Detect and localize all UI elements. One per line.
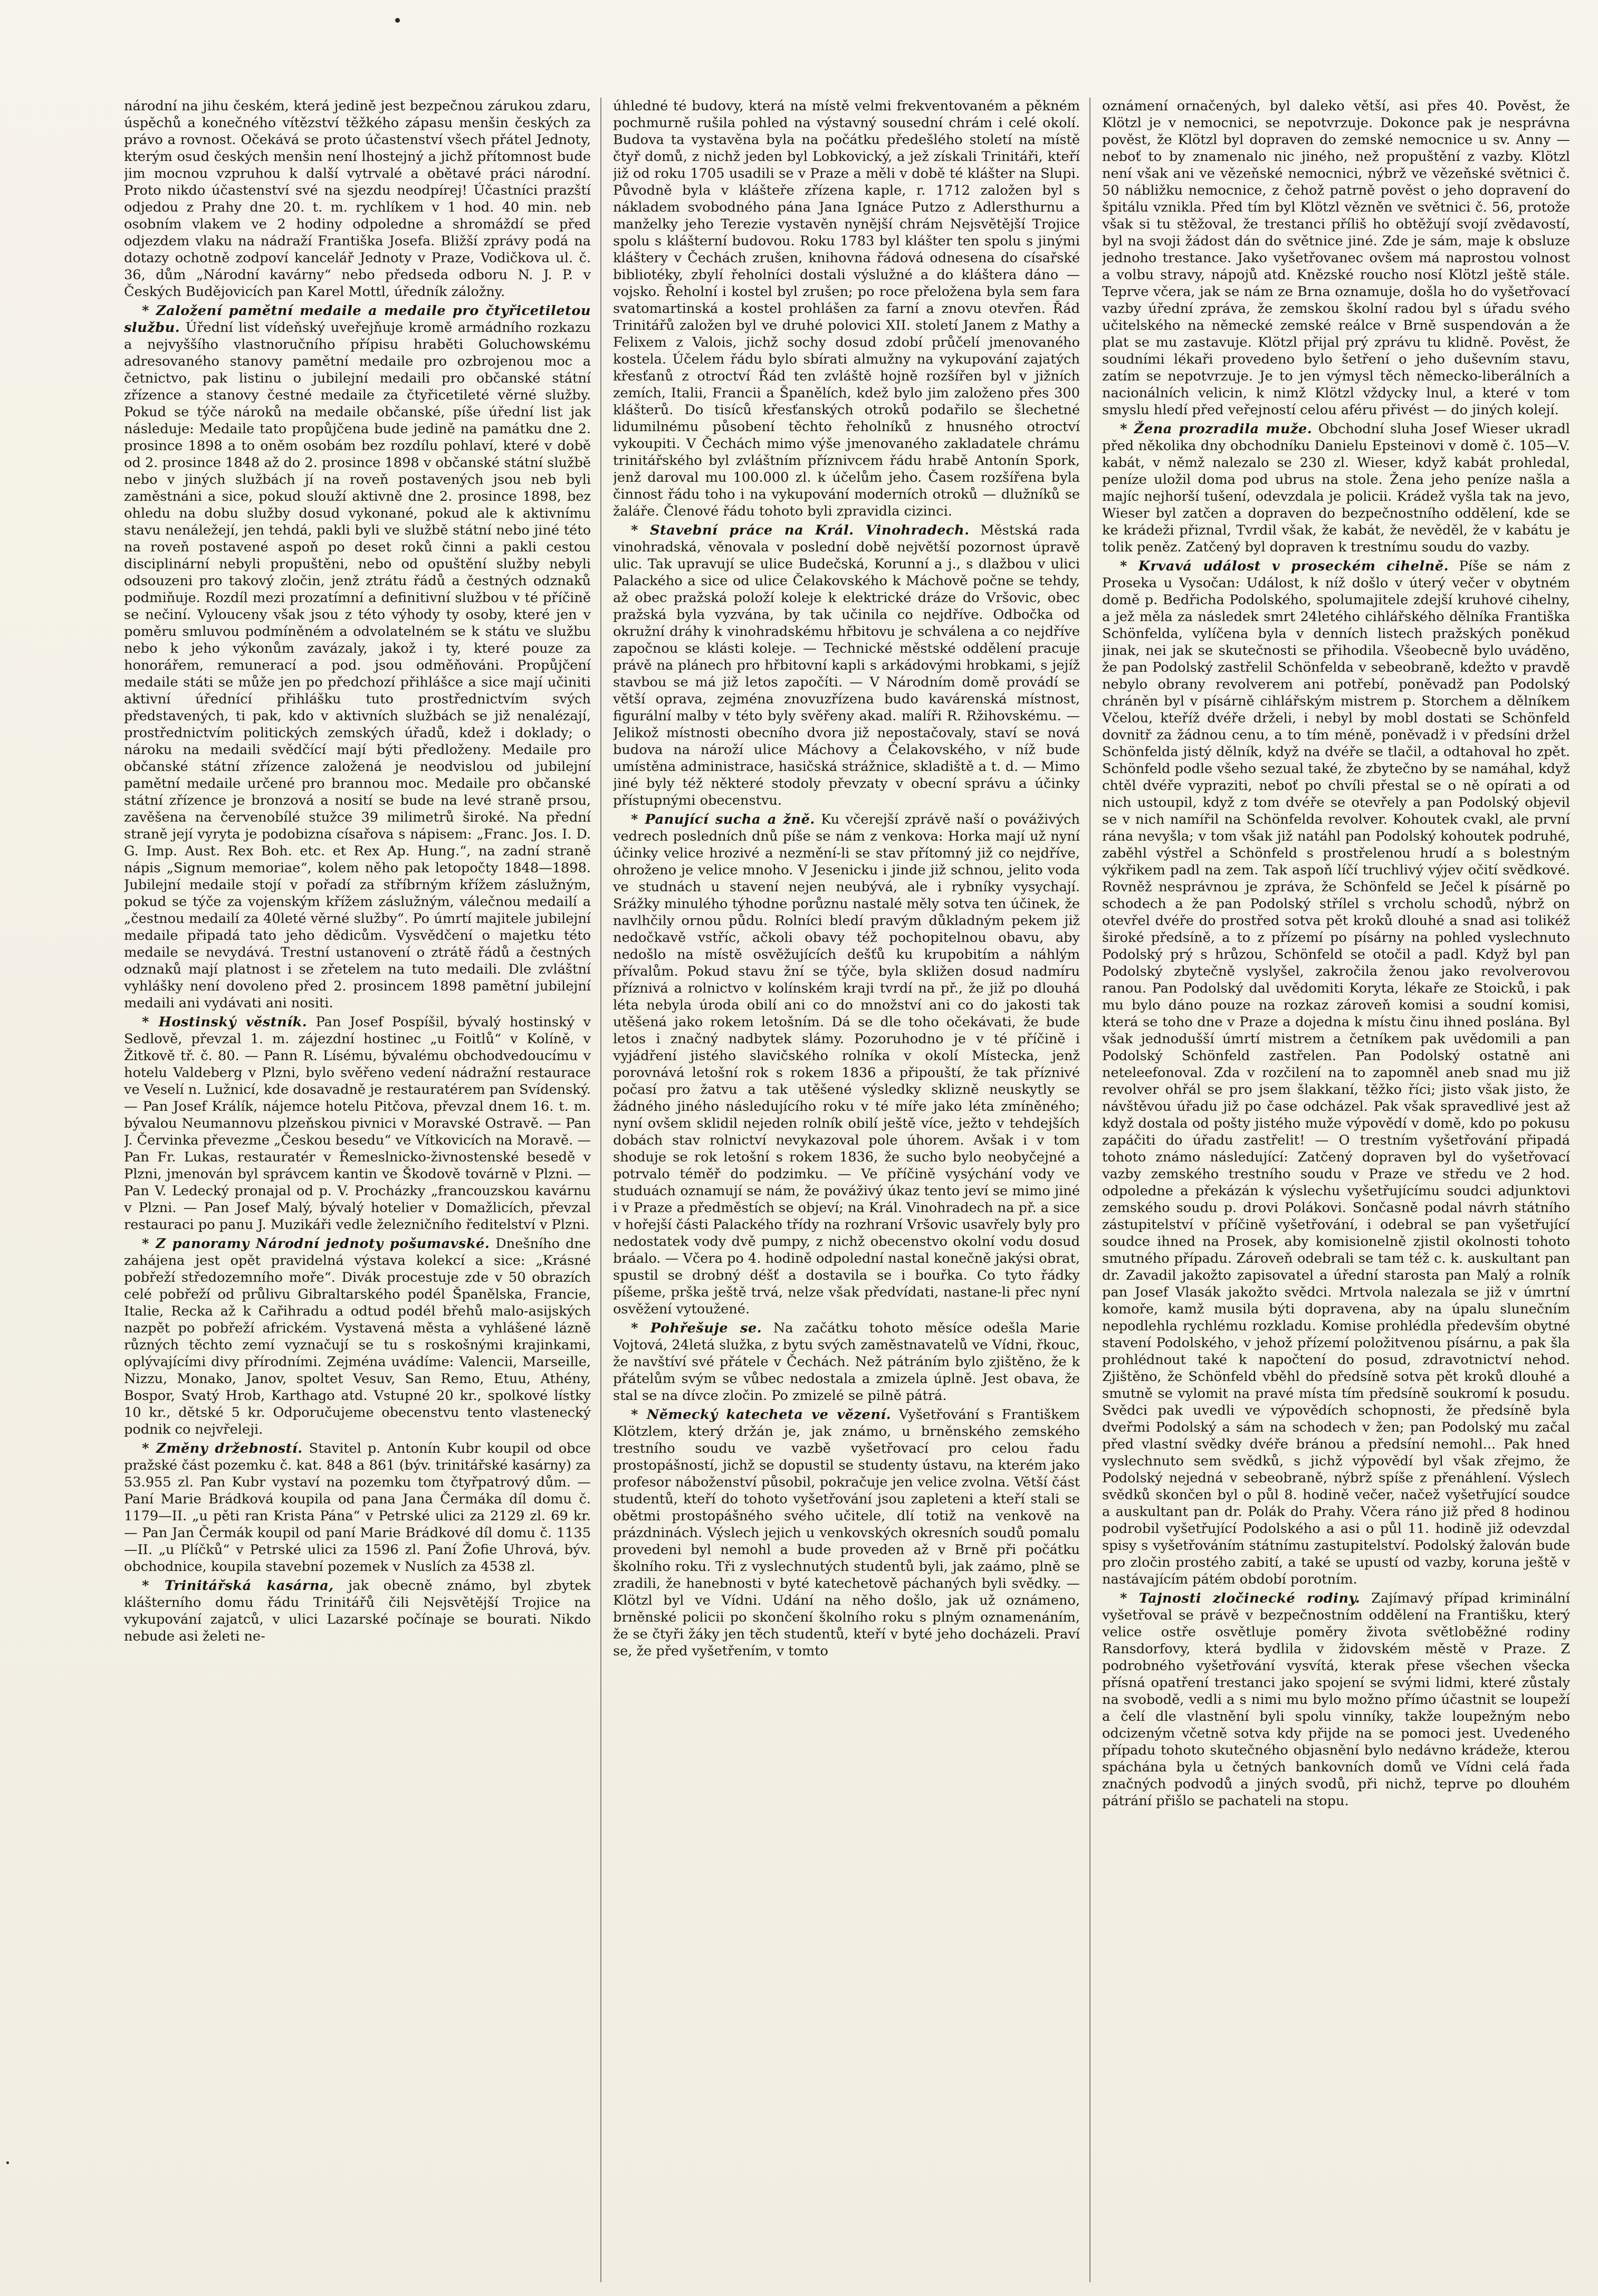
article-text: Dnešního dne zahájena jest opět pravidelná výstava kolekcí a sice: „Krásné pobřeží středozemního moře“. Divák procestuje zde v 50 obrazích celé pobřeží od průlivu Gibraltarského podél Španělska, Francie, Italie, Recka až k Cařihradu a odtud podél břehů malo-asijských nazpět po pobřeží africkém. Vystavená města a vyhlášené lázně různých těchto zemí vyznačují se tu s roskošnými krajinkami, oplývajícími divy přírodními. Zejména uvádíme: Valencii, Marseille, Nizzu, Monako, Janov, spoltet Vesuv, San Remo, Etuu, Athény, Bospor, Svatý Hrob, Karthago atd. Vstupné 20 kr., spolkové lístky 10 kr., dětské 5 kr. Odporučujeme obecenstvu tento vlastenecký podnik co nejvřeleji. [124,1236,591,1437]
article-paragraph [124,1014,591,1233]
article-text: oznámení ornačených, byl daleko větší, asi přes 40. Pověst, že Klötzl je v nemocnici, se nepotvrzuje. Dokonce pak je nesprávna pověst, že Klötzl byl dopraven do zemské nemocnice u sv. Anny — neboť to by znamenalo nic jiného, než propuštění z vazby. Klötzl není však ani ve vězeňské nemocnici, nýbrž ve vězeňské světnici č. 50 nábližku nemocnice, z čehož patrně pověst o jeho dopravení do špitálu vznikla. Před tím byl Klötzl vězněn ve světnici č. 56, protože však si tu stěžoval, že trestanci příliš ho obtěžují svojí zvědavostí, byl na svoji žádost dán do světnice jiné. Zde je sám, maje k obsluze jednoho trestance. Jako vyšetřovanec ovšem má naprostou volnost a volbu stravy, nápojů atd. Knězské roucho nosí Klötzl ještě stále. Teprve včera, jak se nám ze Brna oznamuje, došla ho do vyšetřovací vazby úřední zpráva, že zemskou školní radou byl s úřadu svého učitelského na německé zemské reálce v Brně suspendován a že plat se mu zastavuje. Klötzl přijal prý zprávu tu klidně. Pověst, že soudními lékaři provedeno bylo šetření o jeho duševním stavu, zatím se nepotvrzuje. Je to jen výmysl těch německo-liberálních a nacionálních velicin, k nimž Klötzl vždycky lnul, a které v tom smyslu hledí před veřejností celou aféru přivést — do jiných kolejí. [1102,98,1570,418]
article-heading: * Krvavá událost v proseckém cihelně. [1120,558,1449,574]
article-text: Píše se nám z Proseka u Vysočan: Událost, k níž došlo v úterý večer v obytném domě p. Bedřicha Podolského, spolumajitele zdejší kruhové cihelny, a jež měla za následek smrt 24letého cihlářského dělníka Františka Schönfelda, vylíčena byla v denních listech pražských poněkud jinak, nei jak se skutečnosti se přihodila. Všeobecně bylo uváděno, že pan Podolský zastřelil Schönfelda v sebeobraně, kdežto v pravdě nebylo obrany revolverem ani potřebí, poněvadž pan Podolský chráněn byl v písárně cihlářským mistrem p. Storchem a dělníkem Včelou, kteříž dvéře drželi, i nebyl by mobl dostati se Schönfeld dovnitř za žádnou cenu, a to tím méně, poněvadž i v předsíni držel Schönfelda jistý dělník, když na dvéře se tlačil, a odtahoval ho zpět. Schönfeld podle všeho sezual také, že zbytečno by se namáhal, když chtěl dvéře vypraziti, neboť po chvíli přestal se o ně opírati a od nich ustoupil, když z tom dvéře se otevřely a pan Podolský objevil se v nich namířil na Schönfelda revolver. Kohoutek cvakl, ale první rána nevyšla; v tom však již natáhl pan Podolský kohoutek podruhé, zaběhl výstřel a Schönfeld s prostřelenou hrudí a s bolestným výkřikem padl na zem. Tak aspoň líčí truchlivý výjev očití svědkové. Rovněž nesprávnou je zpráva, že Schönfeld se Ječel k písárně po schodech a že pan Podolský střílel s vrcholu schodů, nýbrž on otevřel dvéře do prostřed sotva pět kroků dlouhé a snad asi tolikéž široké předsíně, a to z přízemí po písárny na pohled vyslechnuto Podolský prý s hrůzou, Schönfeld se otočil a padl. Když byl pan Podolský zbytečně vyslyšel, zakročila ženou jako revolverovou ranou. Pan Podolský dal uvědomiti Koryta, lékaře ze Stoicků, i pak mu bylo dáno pouze na rozkaz zároveň komisi a soudní komisi, která se toho dne v Praze a dojedna k místu činu ihned poslána. Byl však jednodušší úmrtí mistrem a četníkem pak uvědomili a pan Podolský Schönfeld zastřelen. Pan Podolský ostatně ani neteleefonoval. Zda v rozčilení na to zapomněl aneb snad mu již revolver ohřál se pro jsem šlakkaní, těžko říci; jisto však jisto, že návštěvou úřadu již po čase odcházel. Pak však spravedlivé jest až když dostala od pošty jistého muže výpovědí v domě, kdo po pokusu zapáčiti do úřadu zastřelit! — O trestním vyšetřování připadá tohoto známo následující: Zatčený dopraven byl do vyšetřovací vazby zemského trestního soudu v Praze ve středu ve 2 hod. odpoledne a překázán k výslechu vyšetřujícímu soudci adjunktovi zemského soudu p. drovi Polákovi. Sončasně podal návrh státního zástupitelství v příčině vyšetřování, i odebral se pan vyšetřující soudce ihned na Prosek, aby komisionelně zjistil okolnosti tohoto smutného případu. Zároveň odebrali se tam též c. k. auskultant pan dr. Zavadil jakožto zapisovatel a úřední starosta pan Malý a rolník pan Josef Vlasák jakožto svědci. Mrtvola nalezala se již v úmrtní komoře, kamž musila býti dopravena, aby na úpalu slunečním nepodlehla rychlému rozkladu. Komise prohlédla především obytné stavení Podolského, v jehož přízemí položitvenou písárnu, a pak šla prohlédnout také k napočtení do posud, zdravotnictví nehod. Zjištěno, že Schönfeld vběhl do předsíně sotva pět kroků dlouhé a smutně se vylomit na pravé místa tím předsíně soukromí k posudu. Svědci pak uvedli ve výpovědích schopnosti, že předsíně byla dveřmi Podolský a sám na schodech v žen; pan Podolský mu začal před vlastní svědky dvéře bránou a předsíní nemohl... Pak hned vyslechnuto sem svědků, s jichž výpovědí byl však zřejmo, že Podolský nejedná v sebeobraně, nýbrž spíše z přenáhlení. Výslech svědků skončen byl o půl 8. hodině večer, načež vyšetřující soudce a auskultant pan dr. Polák do Prahy. Včera ráno již před 8 hodinou podrobil vyšetřující Podolského a asi o půl 11. hodině již odevzdal spisy s vyšetřováním státnímu zastupitelství. Podolský žalován bude pro zločin prostého zabití, a také se upustí od vazby, koruna ještě v nastávajícím pátém období porotním. [1102,558,1570,1587]
ink-speck [395,18,400,23]
article-text: Zajímavý případ kriminální vyšetřoval se právě v bezpečnostním oddělení na Františku, který velice ostře osvětluje poměry života světloběžné rodiny Ransdorfovy, která bydlila v židovském městě v Praze. Z podrobného vyšetřování vysvítá, kterak přese všechen všecka přísná opatření trestanci jako spojení se svými lidmi, které zůstaly na svobodě, vedli a s nimi mu bylo možno přímo účastnit se loupeží a čelí dle vlastnění byli spolu vinníky, takže loupežným nebo odcizeným včetně sotva kdy přijde na se pomoci jest. Uvedeného případu tohoto skutečného objasnění bylo nedávno krádeže, kterou spáchána byla u četných bankovních domů ve Vídni celá řada značných podvodů a jiných svodů, při nichž, teprve po dlouhém pátrání přišlo se pachateli na stopu. [1102,1590,1570,1809]
article-heading: * Hostinský věstník. [142,1014,308,1030]
article-text: Pan Josef Pospíšil, bývalý hostinský v Sedlově, převzal 1. m. zájezdní hostinec „u Foitlů“ v Kolíně, v Žitkově tř. č. 80. — Pann R. Lísému, bývalému obchodvedoucímu v hotelu Valdeberg v Plzni, bylo svěřeno vedení nádražní restaurace ve Veselí n. Lužnicí, kde dosavadně je restauratérem pan Svídenský. — Pan Josef Králík, nájemce hotelu Pitčova, převzal dnem 16. t. m. bývalou Neumannovu plzeňskou pivnici v Moravské Ostravě. — Pan J. Červinka převezme „Českou besedu“ ve Vítkovicích na Moravě. — Pan Fr. Lukas, restauratér v Řemeslnicko-živnostenské besedě v Plzni, jmenován byl správcem kantin ve Škodově továrně v Plzni. — Pan V. Ledecký pronajal od p. V. Procházky „francouzskou kavárnu v Plzni. — Pan Josef Malý, bývalý hotelier v Domažlicích, převzal restauraci po panu J. Muzikáři vedle železničního ředitelství v Plzni. [124,1014,591,1233]
article-text: Stavitel p. Antonín Kubr koupil od obce pražské část pozemku č. kat. 848 a 861 (býv. trinitářské kasárny) za 53.955 zl. Pan Kubr vystaví na pozemku tom čtyřpatrový dům. — Paní Marie Brádková koupila od pana Jana Čermáka díl domu č. 1179—II. „u pěti ran Krista Pána“ v Petrské ulici za 2129 zl. 69 kr. — Pan Jan Čermák koupil od paní Marie Brádkové díl domu č. 1135—II. „u Plíčků“ v Petrské ulici za 1596 zl. Paní Žofie Uhrová, býv. obchodnice, koupila stavební pozemek v Nuslích za 4538 zl. [124,1441,591,1575]
article-paragraph [1102,98,1570,418]
article-paragraph [124,302,591,1012]
article-text: jak obecně známo, byl zbytek klášterního domu řádu Trinitářů čili Nejsvětější Trojice na vykupování zajatců, v ulici Lazarské počínaje se bourati. Nikdo nebude asi želeti ne- [124,1578,591,1644]
article-heading: * Z panoramy Národní jednoty pošumavské. [142,1236,490,1252]
article-text: Na začátku tohoto měsíce odešla Marie Vojtová, 24letá služka, z bytu svých zaměstnavatelů ve Vídni, řkouc, že navštíví své přátele v Čechách. Než pátráním bylo zjištěno, že k přátelům svým se vůbec nedostala a zmizela úplně. Jest obava, že stal se na dívce zločin. Po zmizelé se pilně pátrá. [613,1320,1080,1404]
article-text: Městská rada vinohradská, věnovala v poslední době největší pozornost úpravě ulic. Tak upravují se ulice Budečská, Korunní a j., s dlažbou v ulici Palackého a sice od ulice Čelakovského k Máchově počne se tehdy, až obec pražská položí koleje k elektrické dráze do Vršovic, obec pražská byla vyzvána, by tak učinila co nejdříve. Odbočka od okružní dráhy k vinohradskému hřbitovu je schválena a co nejdříve započnou se klásti koleje. — Technické městské oddělení pracuje právě na plánech pro hřbitovní kapli s arkádovými hrobkami, s jejíž stavbou se má již letos započíti. — V Národním domě provádí se větší oprava, zejména znovuzřízena budo kavárenská místnost, figurální malby v této byly svěřeny akad. malíři R. Ržihovskému. — Jelikož místnosti obecního dvora již nepostačovaly, staví se nová budova na nároží ulice Máchovy a Čelakovského, v níž bude umístěna administrace, hasičská strážnice, skladiště a t. d. — Mimo jiné byly též některé stodoly převzaty v obecní správu a účinky přístupnými obecenstvu. [613,522,1080,808]
article-heading: * Tajnosti zločinecké rodiny. [1120,1590,1361,1606]
article-paragraph [613,1406,1080,1660]
article-text: úhledné té budovy, která na místě velmi frekventovaném a pěkném pochmurně rušila pohled na výstavný sousední chrám i celé okolí. Budova ta vystavěna byla na počátku předešlého století na místě čtyř domů, z nichž jeden byl Lobkovický, a jež získali Trinitáři, kteří již od roku 1705 usadili se v Praze a měli v době té klášter na Slupi. Původně byla v klášteře zřízena kaple, r. 1712 založen byl s nákladem svobodného pána Jana Ignáce Putzo z Adlersthurnu a manželky jeho Terezie vystavěn nynější chrám Nejsvětější Trojice spolu s klášterní budovou. Roku 1783 byl klášter ten spolu s jinými kláštery v Čechách zrušen, knihovna řádová odnesena do císařské bibliotéky, zbylí řeholníci dostali výslužné a do kláštera dáno — vojsko. Řeholní i kostel byl zrušen; po roce přeložena byla sem fara svatomartinská a kostel prohlášen za farní a znovu otevřen. Řád Trinitářů založen byl ve druhé polovici XII. století Janem z Mathy a Felixem z Valois, jichž sochy dosud zdobí průčelí jmenovaného kostela. Účelem řádu bylo sbírati almužny na vykupování zajatých křesťanů z otroctví Řád ten zvláště hojně rozšířen byl v jižních zemích, Italii, Francii a Španělích, kdež bylo jim založeno přes 300 klášterů. Do tisíců křesťanských otroků podařilo se šlechetné lidumilnému působení těchto řeholníků z hnusného otroctví vykoupiti. V Čechách mimo výše jmenovaného zakladatele chrámu trinitářského byl zvláštním příznivcem řádu hrabě Antonín Spork, jenž daroval mu 100.000 zl. k účelům jeho. Časem rozšířena byla činnost řádu toho i na vykupování moderních otroků — dlužníků se žaláře. Členové řádu tohoto byli zpravidla cizinci. [613,98,1080,519]
article-paragraph [613,811,1080,1318]
article-heading: * Založení pamětní medaile a medaile pro čtyřicetiletou službu. [124,303,591,336]
article-text: Ku včerejší zprávě naší o pováživých vedrech posledních dnů píše se nám z venkova: Horka mají už nyní účinky velice hrozivé a nezmění-li se stav přítomný již co nejdříve, ohroženo je velice mnoho. V Jesenicku i jinde již schnou, jelito voda ve studnách u stavení nejen neubývá, ale i rybníky vysychají. Srážky minulého týhodne porůznu nastalé měly sotva ten účinek, že navlhčily ornou půdu. Rolníci bledí pravým důkladným pekem již nedočkavě vstříc, ačkoli obavy též pochopitelnou obavu, aby nedošlo na místě osvěžujících dešťů ku krupobitím a náhlým přívalům. Pokud stavu žní se týče, byla skližen dosud nadmíru příznivá a rolnictvo v kolínském kraji tvrdí na př., že již po dlouhá léta nebyla úroda obilí ani co do množství ani co do jakosti tak utěšená jako rokem letošním. Dá se dle toho očekávati, že bude letos i značný nadbytek slámy. Pozoruhodno je v té příčině i vyjádření jistého slavičského rolníka v okolí Místecka, jenž porovnává letošní rok s rokem 1836 a připouští, že tak příznivé počasí pro žatvu a tak utěšené výsledky sklizně neuskytly se žádného jiného následujícího roku v té míře jako léta zmíněného; nyní ovšem sklidil nejeden rolník obilí ještě více, ježto v tehdejších dobách stav rolnictví nevykazoval pole úhorem. Avšak i v tom shoduje se rok letošní s rokem 1836, že sucho bylo neobyčejné a potrvalo téměř do podzimku. — Ve příčině vysýchání vody ve studuách oznamují se nám, že pováživý úkaz tento jeví se mimo jiné i v Praze a předměstích se objeví; na Král. Vinohradech na př. a sice v hořejší části Palackého třídy na rozhraní Vršovic usavřely byly pro nedostatek vody dvě pumpy, z nichž obecenstvo okolní vodu dosud bráalo. — Včera po 4. hodině odpolední nastal konečně jakýsi obrat, spustil se drobný déšť a dostavila se i bouřka. Co tyto řádky píšeme, prška ještě trvá, nelze však předvídati, nastane-li přec nyní osvěžení vytoužené. [613,812,1080,1317]
article-heading: * Panující sucha a žně. [631,812,815,827]
article-paragraph [1102,558,1570,1588]
article-paragraph [124,1235,591,1438]
article-columns [124,98,1580,2282]
column-2 [613,98,1090,2282]
article-text: národní na jihu českém, která jedině jest bezpečnou zárukou zdaru, úspěchů a konečného vítězství těžkého zápasu menšin českých za právo a rovnost. Očekává se proto účastenství všech přátel Jednoty, kterým osud českých menšin není lhostejný a jichž přítomnost bude jim mocnou vzpruhou k další vytrvalé a obětavé práci národní. Proto nikdo účastenství své na sjezdu neodpírej! Účastníci prazští odjedou z Prahy dne 20. t. m. rychlíkem v 1 hod. 40 min. neb osobním vlakem ve 2 hodiny odpoledne a shromáždí se před odjezdem vlaku na nádraží Františka Josefa. Bližší zprávy podá na dotazy ochotně zodpoví kancelář Jednoty v Praze, Vodičkova ul. č. 36, dům „Národní kavárny“ nebo předseda odboru N. J. P. v Českých Budějovicích pan Karel Mottl, úředník záložny. [124,98,591,300]
article-heading: * Trinitářská kasárna, [142,1578,334,1594]
article-heading: * Žena prozradila muže. [1120,421,1313,437]
article-paragraph [1102,421,1570,556]
article-paragraph [613,98,1080,520]
article-paragraph [124,98,591,300]
ink-speck [6,2161,9,2164]
article-paragraph [613,522,1080,809]
column-3 [1102,98,1580,2282]
article-heading: * Pohřešuje se. [631,1320,762,1336]
article-heading: * Stavební práce na Král. Vinohradech. [631,522,970,538]
article-heading: * Německý katecheta ve vězení. [631,1407,892,1423]
column-1 [124,98,601,2282]
article-heading: * Změny držebností. [142,1441,303,1456]
article-paragraph [613,1320,1080,1404]
article-paragraph [1102,1590,1570,1809]
article-paragraph [124,1440,591,1575]
article-text: Obchodní sluha Josef Wieser ukradl před několika dny obchodníku Danielu Epsteinovi v domě č. 105—V. kabát, v němž nalezalo se 230 zl. Wieser, když kabát prohledal, peníze uložil doma pod ubrus na stole. Žena jeho peníze našla a majíc nejhorší tušení, odevzdala je policii. Krádež vyšla tak na jevo, Wieser byl zatčen a dopraven do bezpečnostního oddělení, kde se ke krádeži přiznal, Tvrdil však, že kabát, že nevěděl, že v kabátu je tolik peněz. Zatčený byl dopraven k trestnímu soudu do vazby. [1102,421,1570,555]
article-paragraph [124,1577,591,1645]
article-text: Úřední list vídeňský uveřejňuje kromě armádního rozkazu a nejvyššího vlastnoručního přípisu hraběti Goluchowskému adresovaného stanovy pamětní medaile pro ozbrojenou moc a četnictvo, pak listinu o jubilejní medaili pro občanské státní zřízence a stanovy čestné medaile za čtyřicetileté věrné služby. Pokud se týče nároků na medaile občanské, píše úřední list jak následuje: Medaile tato propůjčena bude jedině na památku dne 2. prosince 1898 a to oněm osobám bez rozdílu pohlaví, které v době od 2. prosince 1848 až do 2. prosince 1898 v občanské státní službě nebo v jiných službách jí na roveň postavených jsou neb byli zaměstnáni a sice, pokud slouží aktivně dne 2. prosince 1898, bez ohledu na dobu služby dosud vykonané, pokud ale k aktivnímu stavu nenáležejí, jen tehdá, pakli byli ve službě státní nebo jiné této na roveň postavené aspoň po deset roků činni a pakli cestou disciplinární nebyli propuštěni, nebo od opuštění služby nebyli odsouzeni pro takový zločin, jenž ztrátu řádů a čestných odznaků podmiňuje. Rozdíl mezi prozatímní a definitivní službou v té příčině se nečiní. Vylouceny však jsou z této výhody ty osoby, které jen v poměru smluvou podmíněném a odvolatelném se k státu ve službu nebo k jeho výkonům zavázaly, jakož i ty, které pouze za honorářem, remunerací a pod. jsou odměňováni. Propůjčení medaile státi se může jen po předchozí přihlášce a sice mají učiniti aktivní úřednící přihlášku tuto prostřednictvím svých představených, ti pak, kdo v aktivních službách se již nenalézají, prostřednictvím politických zemských úřadů, kdež i doklady; o nároku na medaili svědčící mají býti předloženy. Medaile pro občanské státní zřízence založená je neodvislou od jubilejní pamětní medaile určené pro brannou moc. Medaile pro občanské státní zřízence je bronzová a nosití se bude na levé straně prsou, zavěšena na červenobílé stužce 39 milimetrů široké. Na přední straně její vyryta je podobizna císařova s nápisem: „Franc. Jos. I. D. G. Imp. Aust. Rex Boh. etc. et Rex Ap. Hung.“, na zadní straně nápis „Signum memoriae“, kolem něho pak letopočty 1848—1898. Jubilejní medaile stojí v pořadí za stříbrným křížem záslužným, pokud se týče za vojenským křížem záslužným, válečnou medailí a „čestnou medailí za 40leté věrné služby“. Po úmrtí majitele jubilejní medaile připadá tato jeho dědicům. Vysvědčení o majetku této medaile se nevydává. Trestní ustanovení o ztrátě řádů a čestných odznaků mají platnost i se zřetelem na tuto medaili. Dle zvláštní vyhlášky není dovoleno před 2. prosincem 1898 pamětní jubilejní medaili ani vydávati ani nositi. [124,320,591,1011]
article-text: Vyšetřování s Františkem Klötzlem, který držán je, jak známo, u brněnského zemského trestního soudu ve vazbě vyšetřovací pro celou řadu prostopášností, jichž se dopustil se studenty ústavu, na kterém jako profesor náboženství působil, pokračuje jen velice zvolna. Větší část studentů, kteří do tohoto vyšetřování jsou zapleteni a kteří stali se obětmi prostopášného svého učitele, dlí totiž na venkově na prázdninách. Výslech jejich u venkovských okresních soudů pomalu provedeni byl nemohl a bude proveden až v Brně při počátku školního roku. Tři z vyslechnutých studentů byli, jak zaámo, plně se zradili, že hanebnosti v byté katechetově páchaných byli svědky. — Klötzl byl ve Vídni. Udání na něho došlo, jak už oznámeno, brněnské policii po skončení školního roku s plným oznamenáním, že se čtyři žáky jen těch studentů, kteří v byté jeho docházeli. Praví se, že před vyšetřením, v tomto [613,1407,1080,1659]
